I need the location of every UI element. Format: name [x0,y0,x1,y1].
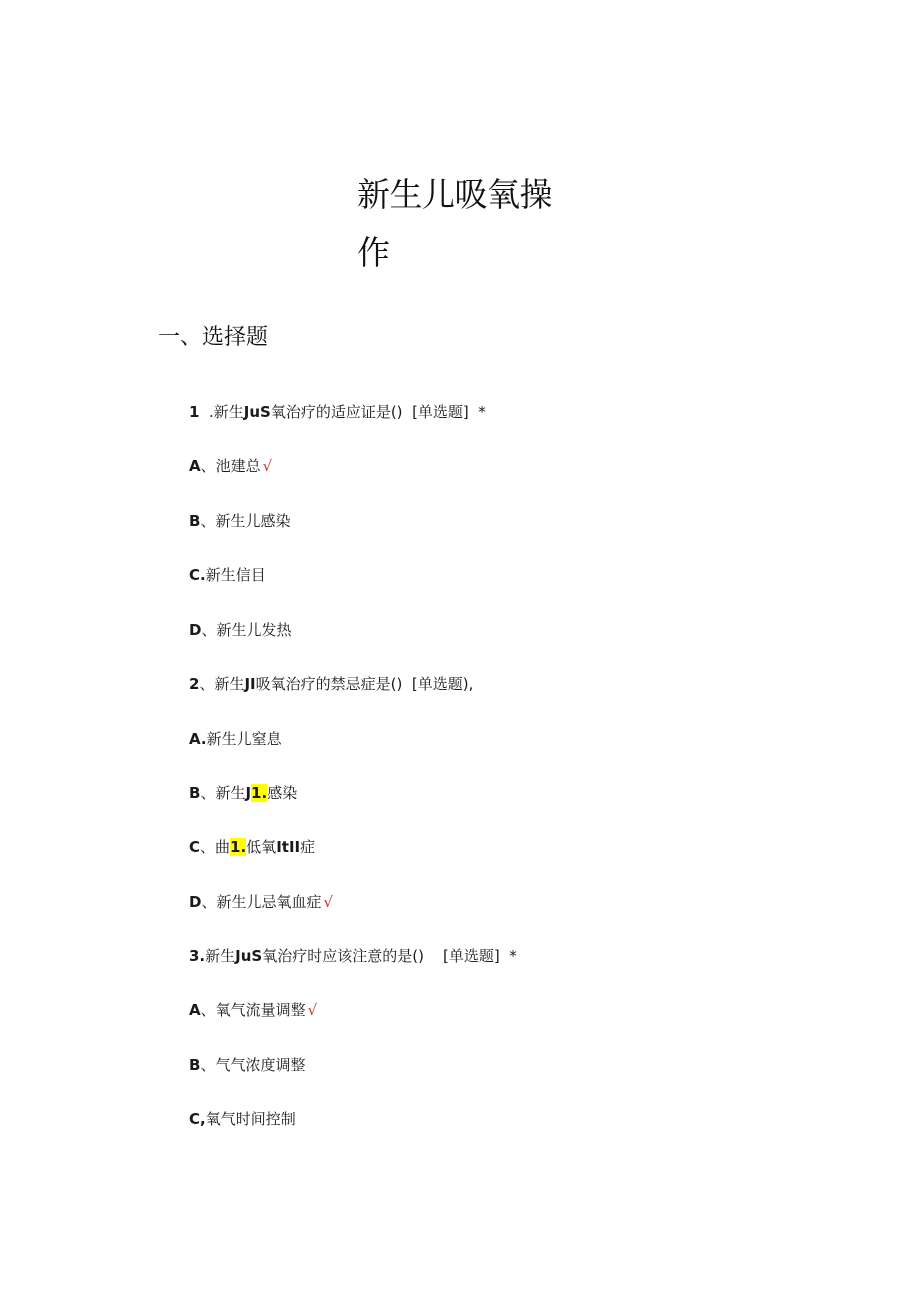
question-text-bold: JuS [243,403,271,421]
option-text-bold: ItII [276,838,301,856]
question-text: 氧治疗的适应证是() [单选题] * [270,403,486,421]
highlighted-text: 1. [230,838,247,856]
option-text: 、氧气流量调整 [200,1001,306,1019]
option-text: 症 [300,838,316,856]
option-2a [189,728,282,750]
option-text: 氧气时间控制 [205,1110,296,1128]
option-3b [189,1054,305,1076]
question-text-bold: JI [244,675,256,693]
option-2b [189,782,297,804]
option-2c [189,836,315,858]
highlighted-text: 1. [251,784,268,802]
correct-check-icon: √ [262,457,273,475]
option-label: D [189,893,202,911]
question-text-bold: JuS [235,947,263,965]
option-label: A [189,1001,201,1019]
option-label: D [189,621,202,639]
option-text-bold: J [245,784,252,802]
question-number: 3. [189,947,206,965]
option-text: 、新生儿发热 [201,621,292,639]
question-number: 2 [189,675,200,693]
question-text: 吸氧治疗的禁忌症是() [单选题), [255,675,474,693]
option-text: 、新生 [200,784,246,802]
option-text: 、新生儿感染 [200,512,291,530]
option-text: 、气气浓度调整 [200,1056,306,1074]
option-label: B [189,1056,201,1074]
section-heading: 一、选择题 [158,325,269,350]
option-2d [189,891,333,913]
question-text: 氧治疗时应该注意的是() [单选题] * [262,947,517,965]
title-line-2: 作 [357,233,390,272]
option-label: A [189,457,201,475]
option-label: C, [189,1110,206,1128]
correct-check-icon: √ [323,893,334,911]
option-label: B [189,784,201,802]
option-text: 感染 [267,784,298,802]
option-text: 、池建总 [200,457,261,475]
correct-check-icon: √ [307,1001,318,1019]
option-1c [189,564,266,586]
option-text: 低氧 [246,838,277,856]
question-number: 1 [189,403,200,421]
option-1d [189,619,291,641]
question-3 [189,945,517,967]
question-1 [189,401,486,423]
question-text: .新生 [199,403,244,421]
option-3c [189,1108,296,1130]
option-3a [189,999,317,1021]
option-text: 新生信目 [205,566,266,584]
option-text: 、曲 [200,838,231,856]
option-1a [189,455,272,477]
option-1b [189,510,290,532]
option-text: 新生儿窒息 [206,730,282,748]
document-title [357,166,577,282]
question-text: 、新生 [199,675,245,693]
option-text: 、新生儿忌氧血症 [201,893,322,911]
option-label: B [189,512,201,530]
title-line-1: 新生儿吸氧操 [357,175,552,214]
option-label: A. [189,730,207,748]
question-text: 新生 [205,947,236,965]
question-2 [189,673,473,695]
option-label: C. [189,566,206,584]
option-label: C [189,838,201,856]
